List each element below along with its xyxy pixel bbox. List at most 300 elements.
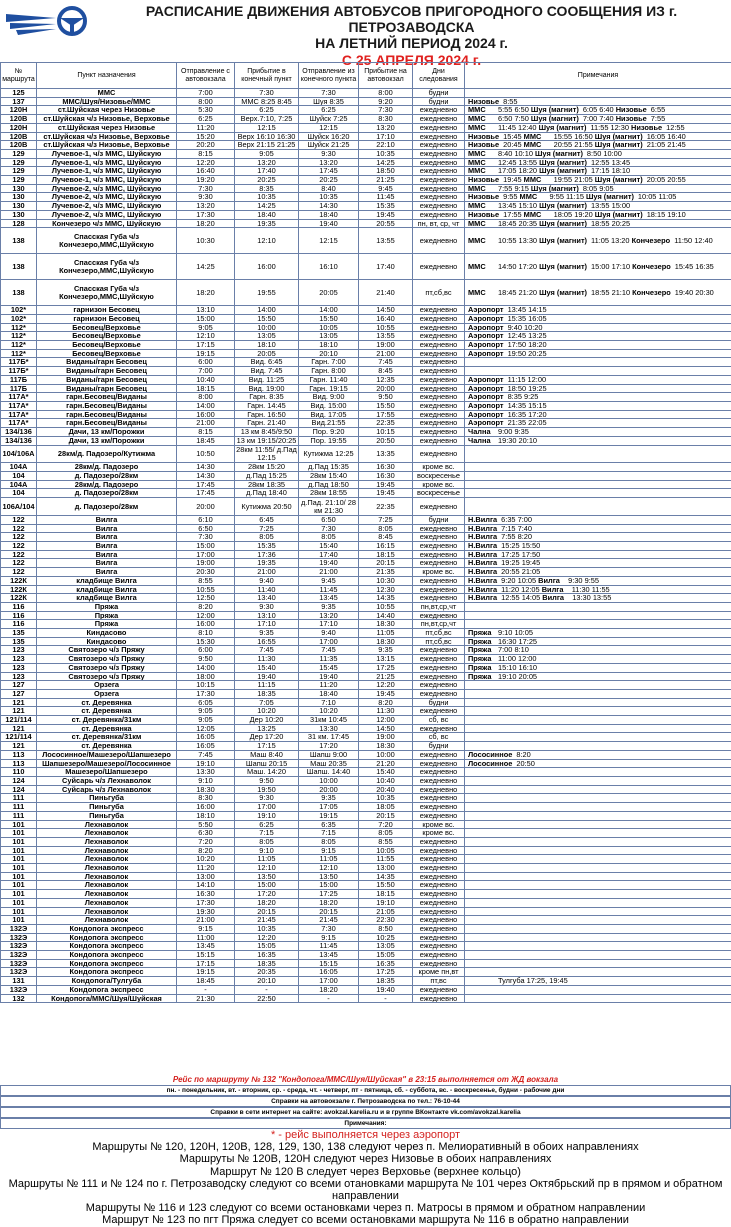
notes-cell	[465, 907, 731, 916]
route-number-cell: 122	[1, 568, 37, 577]
notes-cell	[465, 724, 731, 733]
arrival-end-cell: 20:05	[235, 349, 299, 358]
days-cell: ежедневно	[413, 985, 465, 994]
notes-cell	[465, 977, 731, 986]
note-times: 11:30 11:55	[572, 586, 610, 594]
destination-cell: Лучевое-1, ч/з ММС, Шуйскую	[37, 167, 177, 176]
table-row	[1, 576, 731, 585]
departure-end-cell: 10:20	[299, 707, 359, 716]
departure-cell: 15:00	[177, 542, 235, 551]
note-times: 11:00 12:00	[498, 655, 537, 663]
note-times: 12:55	[666, 124, 685, 132]
arrival-station-cell: 21:25	[359, 176, 413, 185]
days-cell: ежедневно	[413, 332, 465, 341]
destination-cell: Святозеро ч/з Пряжу	[37, 672, 177, 681]
notes-cell	[465, 123, 731, 132]
note-times: 15:10 16:10	[498, 664, 537, 672]
col-header-departure: Отправление с автовокзала	[177, 63, 235, 89]
destination-cell: Киндасово	[37, 629, 177, 638]
arrival-station-cell: 18:50	[359, 167, 413, 176]
note-times: 11:05 13:20	[591, 237, 630, 245]
arrival-end-cell: Верх 16:10 16:30	[235, 132, 299, 141]
note-stop: ММС	[468, 150, 494, 158]
destination-cell: Вилга	[37, 568, 177, 577]
note-times: 8:55	[503, 98, 517, 106]
departure-cell: 9:05	[177, 707, 235, 716]
table-row	[1, 384, 731, 393]
destination-cell: гарн.Бесовец/Виданы	[37, 410, 177, 419]
note-times: 19:40 20:30	[675, 289, 714, 297]
destination-cell: Вилга	[37, 559, 177, 568]
note-stop: ММС	[524, 211, 550, 219]
arrival-station-cell: 14:50	[359, 306, 413, 315]
table-row	[1, 167, 731, 176]
departure-end-cell: 17:25	[299, 890, 359, 899]
notes-cell	[465, 158, 731, 167]
arrival-end-cell: Маш. 14:20	[235, 768, 299, 777]
arrival-station-cell: 14:35	[359, 872, 413, 881]
arrival-station-cell: 8:00	[359, 89, 413, 98]
note-times: 20:55 21:05	[501, 568, 540, 576]
notes-cell	[465, 472, 731, 481]
note-stop: Кончезеро	[632, 289, 671, 297]
departure-cell: 20:00	[177, 498, 235, 516]
note-times: 16:35 17:20	[508, 411, 547, 419]
table-row	[1, 594, 731, 603]
departure-cell: 18:00	[177, 672, 235, 681]
departure-cell: 7:30	[177, 533, 235, 542]
days-cell: ежедневно	[413, 123, 465, 132]
days-cell: ежедневно	[413, 916, 465, 925]
note-stop: Н.Вилга	[468, 568, 497, 576]
arrival-end-cell: 21:45	[235, 916, 299, 925]
note-stop: Пряжа	[468, 646, 494, 654]
arrival-station-cell: 20:15	[359, 559, 413, 568]
arrival-end-cell: 13:20	[235, 158, 299, 167]
departure-cell: 8:15	[177, 149, 235, 158]
departure-end-cell: 13:45	[299, 594, 359, 603]
route-number-cell: 111	[1, 811, 37, 820]
table-row	[1, 733, 731, 742]
destination-cell: Лехнаволок	[37, 864, 177, 873]
route-number-cell: 117А*	[1, 419, 37, 428]
arrival-end-cell: 6:25	[235, 106, 299, 115]
notes-cell	[465, 620, 731, 629]
footer-notes-title: Примечания:	[0, 1118, 731, 1129]
departure-end-cell: Пор. 9:20	[299, 428, 359, 437]
departure-end-cell: 20:15	[299, 907, 359, 916]
destination-cell: Бесовец/Верховье	[37, 349, 177, 358]
arrival-end-cell: 6:45	[235, 515, 299, 524]
table-row	[1, 419, 731, 428]
days-cell: ежедневно	[413, 655, 465, 664]
days-cell: сб, вс	[413, 716, 465, 725]
arrival-end-cell: 14:25	[235, 202, 299, 211]
note-times: 7:00 7:40	[583, 115, 614, 123]
arrival-station-cell: 21:20	[359, 759, 413, 768]
notes-cell	[465, 524, 731, 533]
arrival-end-cell: 17:36	[235, 550, 299, 559]
table-row	[1, 742, 731, 751]
arrival-station-cell: 10:55	[359, 602, 413, 611]
route-number-cell: 138	[1, 280, 37, 306]
days-cell: ежедневно	[413, 149, 465, 158]
notes-cell	[465, 375, 731, 384]
notes-cell	[465, 924, 731, 933]
route-number-cell: 128	[1, 219, 37, 228]
departure-cell: 17:30	[177, 689, 235, 698]
note-stop: Низовье	[468, 98, 499, 106]
destination-cell: Лехнаволок	[37, 820, 177, 829]
route-number-cell: 101	[1, 881, 37, 890]
note-stop: Н.Вилга	[468, 551, 497, 559]
table-row	[1, 855, 731, 864]
destination-cell: Лехнаволок	[37, 898, 177, 907]
note-times: 6:35 7:00	[501, 516, 532, 524]
note-times: 11:50 12:40	[674, 237, 713, 245]
arrival-end-cell: 13 км 8:45/9:50	[235, 428, 299, 437]
route-number-cell: 111	[1, 803, 37, 812]
table-row	[1, 314, 731, 323]
destination-cell: Спасская Губа ч/з Кончезеро,ММС,Шуйскую	[37, 254, 177, 280]
arrival-station-cell: 19:45	[359, 689, 413, 698]
route-number-cell: 132Э	[1, 968, 37, 977]
route-number-cell: 101	[1, 855, 37, 864]
note-stop: Шуя (магнит)	[539, 167, 587, 175]
destination-cell: Пряжа	[37, 602, 177, 611]
note-times: 10:05 11:05	[638, 193, 677, 201]
destination-cell: гарн.Бесовец/Виданы	[37, 393, 177, 402]
notes-cell	[465, 97, 731, 106]
note-times: 7:55 8:20	[501, 533, 532, 541]
departure-end-cell: 12:15	[299, 228, 359, 254]
notes-cell	[465, 585, 731, 594]
departure-end-cell: 10:00	[299, 777, 359, 786]
arrival-end-cell: 12:10	[235, 228, 299, 254]
note-stop: Пряжа	[468, 655, 494, 663]
departure-end-cell: 15:00	[299, 881, 359, 890]
departure-cell: 9:10	[177, 777, 235, 786]
note-times: 15:00 17:10	[591, 263, 630, 271]
destination-cell: ст. Деревянка	[37, 724, 177, 733]
header	[0, 0, 731, 60]
note-times: 5:55 6:50	[498, 106, 529, 114]
destination-cell: Лехнаволок	[37, 846, 177, 855]
notes-cell	[465, 358, 731, 367]
arrival-station-cell: 15:40	[359, 768, 413, 777]
departure-end-cell: 6:25	[299, 106, 359, 115]
note-times: 20:50	[516, 760, 535, 768]
departure-cell: 7:20	[177, 837, 235, 846]
departure-cell: 16:30	[177, 890, 235, 899]
notes-cell	[465, 829, 731, 838]
arrival-end-cell: Гарн. 16:50	[235, 410, 299, 419]
departure-cell: 16:05	[177, 742, 235, 751]
note-stop: ММС	[468, 159, 494, 167]
arrival-end-cell: Верх 21:15 21:25	[235, 141, 299, 150]
days-cell: ежедневно	[413, 436, 465, 445]
table-row	[1, 602, 731, 611]
days-cell: ежедневно	[413, 341, 465, 350]
departure-end-cell: 9:15	[299, 933, 359, 942]
departure-cell: 6:10	[177, 515, 235, 524]
footer-notes	[0, 1129, 731, 1227]
days-cell: ежедневно	[413, 550, 465, 559]
note-times: 8:05 9:05	[583, 185, 614, 193]
route-number-cell: 132Э	[1, 951, 37, 960]
note-times: 16:05 16:40	[647, 133, 686, 141]
note-times: 7:55	[651, 115, 665, 123]
departure-end-cell: 7:15	[299, 829, 359, 838]
destination-cell: Спасская Губа ч/з Кончезеро,ММС,Шуйскую	[37, 280, 177, 306]
destination-cell: Вилга	[37, 550, 177, 559]
note-times: 19:10 20:05	[498, 673, 537, 681]
departure-cell: 7:45	[177, 750, 235, 759]
days-cell: ежедневно	[413, 559, 465, 568]
arrival-end-cell: 9:35	[235, 629, 299, 638]
arrival-station-cell: 9:50	[359, 393, 413, 402]
days-cell: будни	[413, 89, 465, 98]
arrival-station-cell: 13:55	[359, 228, 413, 254]
departure-end-cell: 17:10	[299, 620, 359, 629]
arrival-station-cell: 7:30	[359, 106, 413, 115]
destination-cell: Дачи, 13 км/Порожки	[37, 428, 177, 437]
route-number-cell: 117А*	[1, 401, 37, 410]
days-cell: ежедневно	[413, 349, 465, 358]
departure-end-cell: 12:15	[299, 123, 359, 132]
note-times: 15:35 16:05	[508, 315, 547, 323]
table-row	[1, 393, 731, 402]
destination-cell: Кондопога экспресс	[37, 985, 177, 994]
arrival-end-cell: Дер 10:20	[235, 716, 299, 725]
days-cell: ежедневно	[413, 533, 465, 542]
departure-cell: 13:20	[177, 202, 235, 211]
arrival-end-cell: Гарн. 8:35	[235, 393, 299, 402]
route-number-cell: 132Э	[1, 959, 37, 968]
footer-red-note: Рейс по маршруту № 132 "Кондопога/ММС/Шуя/Шуйская" в 23:15 выполняется от ЖД вокзала	[0, 1075, 731, 1085]
departure-cell: 6:50	[177, 524, 235, 533]
arrival-station-cell: 19:10	[359, 898, 413, 907]
departure-end-cell: 7:45	[299, 646, 359, 655]
departure-cell: 13:30	[177, 768, 235, 777]
note-times: 15:25 15:50	[501, 542, 540, 550]
notes-cell	[465, 341, 731, 350]
destination-cell: ст.Шуйская через Низовье	[37, 123, 177, 132]
departure-cell: 19:10	[177, 759, 235, 768]
table-row	[1, 994, 731, 1003]
departure-end-cell: Шапш 9:00	[299, 750, 359, 759]
days-cell: ежедневно	[413, 942, 465, 951]
note-times: 19:50 20:25	[508, 350, 547, 358]
table-row	[1, 585, 731, 594]
arrival-station-cell: 17:25	[359, 968, 413, 977]
note-stop: Аэропорт	[468, 306, 504, 314]
departure-end-cell: 20:05	[299, 280, 359, 306]
arrival-station-cell: 18:30	[359, 742, 413, 751]
notes-cell	[465, 916, 731, 925]
arrival-station-cell: 10:15	[359, 428, 413, 437]
arrival-end-cell: 7:05	[235, 698, 299, 707]
departure-end-cell: Вид. 15:00	[299, 401, 359, 410]
departure-end-cell: 19:15	[299, 811, 359, 820]
days-cell: пт,сб,вс	[413, 637, 465, 646]
departure-end-cell: Шуйск 7:25	[299, 115, 359, 124]
destination-cell: гарн.Бесовец/Виданы	[37, 401, 177, 410]
title-line-2: НА ЛЕТНИЙ ПЕРИОД 2024 г.	[100, 35, 723, 52]
days-cell: ежедневно	[413, 193, 465, 202]
note-stop: Шуя (магнит)	[539, 202, 587, 210]
arrival-station-cell: 10:35	[359, 149, 413, 158]
route-number-cell: 134/136	[1, 428, 37, 437]
arrival-station-cell: 10:00	[359, 750, 413, 759]
arrival-end-cell: 13 км 19:15/20:25	[235, 436, 299, 445]
notes-cell	[465, 219, 731, 228]
arrival-station-cell: 22:30	[359, 916, 413, 925]
note-times: Тулгуба 17:25, 19:45	[498, 977, 568, 985]
title-line-1: РАСПИСАНИЕ ДВИЖЕНИЯ АВТОБУСОВ ПРИГОРОДНОГО СООБЩЕНИЯ ИЗ г. ПЕТРОЗАВОДСКА	[100, 3, 723, 35]
arrival-end-cell: 11:40	[235, 585, 299, 594]
arrival-end-cell: 18:10	[235, 341, 299, 350]
days-cell: ежедневно	[413, 681, 465, 690]
departure-cell: 14:00	[177, 401, 235, 410]
note-times: 7:15 7:40	[501, 525, 532, 533]
departure-cell: 6:05	[177, 698, 235, 707]
departure-end-cell: 18:20	[299, 898, 359, 907]
notes-cell	[465, 942, 731, 951]
table-row	[1, 141, 731, 150]
col-header-departure-end: Отправление из конечного пункта	[299, 63, 359, 89]
arrival-end-cell: 8:05	[235, 533, 299, 542]
note-stop: Аэропорт	[468, 385, 504, 393]
notes-cell	[465, 463, 731, 472]
route-number-cell: 130	[1, 202, 37, 211]
route-number-cell: 112*	[1, 332, 37, 341]
departure-cell: 10:15	[177, 681, 235, 690]
arrival-station-cell: 18:30	[359, 637, 413, 646]
departure-cell: 17:45	[177, 489, 235, 498]
destination-cell: д. Падозеро/28км	[37, 472, 177, 481]
departure-cell: 8:15	[177, 428, 235, 437]
destination-cell: кладбище Вилга	[37, 585, 177, 594]
route-number-cell: 122	[1, 559, 37, 568]
route-number-cell: 137	[1, 97, 37, 106]
destination-cell: Лучевое-2, ч/з ММС, Шуйскую	[37, 202, 177, 211]
note-stop: Н.Вилга	[468, 577, 497, 585]
table-row	[1, 123, 731, 132]
departure-end-cell: 9:45	[299, 576, 359, 585]
table-row	[1, 881, 731, 890]
table-row	[1, 942, 731, 951]
arrival-station-cell: 13:00	[359, 864, 413, 873]
table-row	[1, 202, 731, 211]
notes-cell	[465, 480, 731, 489]
notes-cell	[465, 855, 731, 864]
arrival-station-cell: 20:40	[359, 785, 413, 794]
notes-cell	[465, 985, 731, 994]
note-stop: Шуя (магнит)	[535, 150, 583, 158]
departure-end-cell: 11:45	[299, 942, 359, 951]
notes-cell	[465, 428, 731, 437]
departure-cell: 10:30	[177, 228, 235, 254]
note-stop: ММС	[468, 202, 494, 210]
days-cell: ежедневно	[413, 585, 465, 594]
notes-cell	[465, 777, 731, 786]
departure-end-cell: 18:10	[299, 341, 359, 350]
days-cell: кроме пн,вт	[413, 968, 465, 977]
departure-cell: 8:00	[177, 393, 235, 402]
arrival-end-cell: 13:50	[235, 872, 299, 881]
departure-end-cell: 17:00	[299, 637, 359, 646]
departure-cell: 8:10	[177, 629, 235, 638]
table-row	[1, 777, 731, 786]
arrival-station-cell: 7:45	[359, 358, 413, 367]
note-stop: Кончезеро	[632, 263, 671, 271]
departure-cell: 6:00	[177, 646, 235, 655]
table-row	[1, 115, 731, 124]
departure-cell: 8:30	[177, 794, 235, 803]
destination-cell: Лучевое-1, ч/з ММС, Шуйскую	[37, 158, 177, 167]
table-row	[1, 550, 731, 559]
departure-end-cell: 17:00	[299, 977, 359, 986]
table-row	[1, 97, 731, 106]
notes-cell	[465, 742, 731, 751]
destination-cell: Спасская Губа ч/з Кончезеро,ММС,Шуйскую	[37, 228, 177, 254]
notes-cell	[465, 568, 731, 577]
route-number-cell: 117Б	[1, 375, 37, 384]
note-stop: Аэропорт	[468, 341, 504, 349]
notes-cell	[465, 794, 731, 803]
days-cell: воскресенье	[413, 472, 465, 481]
arrival-station-cell: 14:40	[359, 611, 413, 620]
arrival-end-cell: Кутижма 20:50	[235, 498, 299, 516]
table-row	[1, 132, 731, 141]
arrival-end-cell: 9:10	[235, 846, 299, 855]
arrival-end-cell: 6:25	[235, 820, 299, 829]
note-stop: ММС	[524, 141, 550, 149]
departure-end-cell: Шуйск 16:20	[299, 132, 359, 141]
arrival-end-cell: 18:40	[235, 210, 299, 219]
col-header-arrival-end: Прибытие в конечный пункт	[235, 63, 299, 89]
notes-cell	[465, 445, 731, 463]
note-line: Маршруты № 111 и № 124 по г. Петрозаводску следуют со всеми отановками маршрута № 101 через Октябрьский пр в прямом и обратном направлении	[0, 1178, 731, 1202]
departure-end-cell: 21:00	[299, 568, 359, 577]
destination-cell: ст. Деревянка	[37, 698, 177, 707]
table-row	[1, 707, 731, 716]
note-stop: ММС	[468, 106, 494, 114]
note-times: 13:55 15:00	[591, 202, 630, 210]
departure-end-cell: 19:40	[299, 219, 359, 228]
days-cell: ежедневно	[413, 419, 465, 428]
arrival-station-cell: 13:35	[359, 445, 413, 463]
note-times: 12:45 13:25	[508, 332, 547, 340]
note-stop: Низовье	[468, 193, 499, 201]
note-stop: Шуя (магнит)	[539, 159, 587, 167]
route-number-cell: 113	[1, 759, 37, 768]
arrival-station-cell: 13:20	[359, 123, 413, 132]
departure-cell: 5:30	[177, 106, 235, 115]
table-row	[1, 924, 731, 933]
route-number-cell: 104А	[1, 480, 37, 489]
arrival-station-cell: 11:05	[359, 629, 413, 638]
table-row	[1, 968, 731, 977]
departure-end-cell: 10:35	[299, 193, 359, 202]
table-row	[1, 358, 731, 367]
departure-cell: 21:00	[177, 916, 235, 925]
departure-end-cell: Гарн. 8:00	[299, 367, 359, 376]
table-row	[1, 898, 731, 907]
note-times: 18:55 20:25	[591, 220, 630, 228]
notes-cell	[465, 489, 731, 498]
